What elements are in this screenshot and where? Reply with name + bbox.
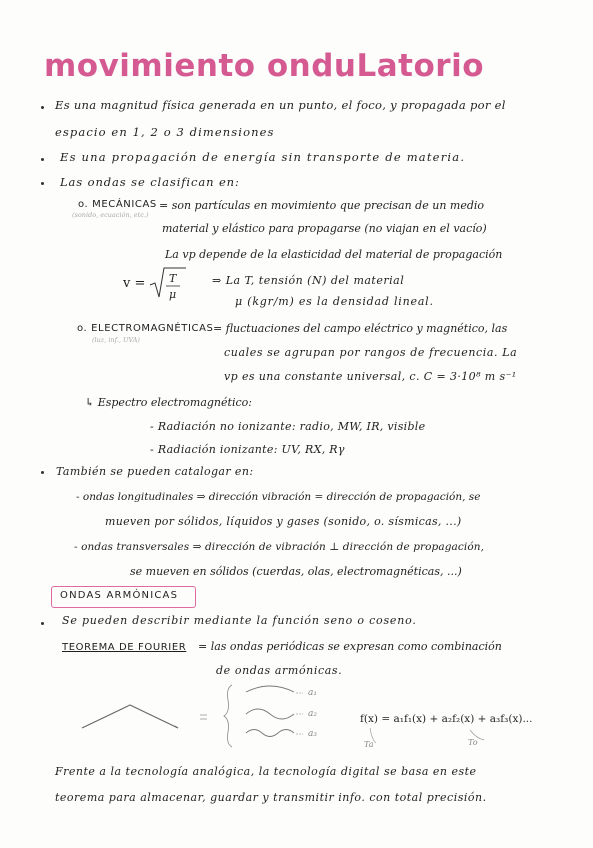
- text-line: mueven por sólidos, líquidos y gases (sonido, o. sísmicas, ...): [105, 515, 462, 528]
- mecanicas-note: (sonido, ecuación, etc.): [72, 211, 149, 219]
- text-line: vp es una constante universal, c. C = 3·10⁸ m s⁻¹: [224, 370, 517, 383]
- text-line: = son partículas en movimiento que precisan de un medio: [159, 199, 485, 212]
- text-line: - Radiación no ionizante: radio, MW, IR, visible: [150, 420, 426, 433]
- harmonic-label-a1: a₁: [308, 688, 317, 698]
- fourier-equation: f(x) = a₁f₁(x) + a₂f₂(x) + a₃f₃(x)...: [360, 713, 533, 725]
- text-line: Es una magnitud física generada en un punto, el foco, y propagada por el: [55, 98, 506, 112]
- text-line: espacio en 1, 2 o 3 dimensiones: [55, 125, 275, 139]
- mecanicas-label: o. MECÁNICAS: [78, 199, 157, 210]
- text-line: Las ondas se clasifican en:: [60, 175, 240, 189]
- text-line: = las ondas periódicas se expresan como combinación: [198, 640, 502, 653]
- formula-numerator: T: [169, 272, 177, 285]
- text-line: Frente a la tecnología analógica, la tecnología digital se basa en este: [55, 765, 477, 778]
- text-line: ↳ Espectro electromagnético:: [85, 396, 252, 409]
- electromagneticas-label: o. ELECTROMAGNÉTICAS: [77, 323, 214, 334]
- electromagneticas-note: (luz, inf., UVA): [92, 336, 140, 344]
- text-line: ⇒ La T, tensión (N) del material: [212, 274, 405, 287]
- text-line: de ondas armónicas.: [216, 664, 343, 677]
- harmonic-label-a2: a₂: [308, 709, 317, 719]
- ondas-armonicas-heading: ONDAS ARMÓNICAS: [60, 590, 179, 601]
- harmonic-label-a3: a₃: [308, 729, 317, 739]
- page-title: movimiento onduLatorio: [44, 48, 484, 84]
- text-line: = fluctuaciones del campo eléctrico y magnético, las: [213, 322, 508, 335]
- text-line: - ondas transversales ⇒ dirección de vibración ⊥ dirección de propagación,: [74, 541, 485, 553]
- equation-note: Ta: [364, 740, 374, 749]
- text-line: La vp depende de la elasticidad del material de propagación: [165, 248, 503, 261]
- text-line: cuales se agrupan por rangos de frecuencia. La: [224, 346, 518, 359]
- formula-denominator: μ: [169, 288, 177, 301]
- text-line: - Radiación ionizante: UV, RX, Rγ: [150, 443, 345, 456]
- text-line: Es una propagación de energía sin transporte de materia.: [60, 150, 466, 164]
- text-line: También se pueden catalogar en:: [56, 465, 254, 478]
- text-line: teorema para almacenar, guardar y transmitir info. con total precisión.: [55, 791, 487, 804]
- text-line: material y elástico para propagarse (no viajan en el vacío): [162, 222, 487, 235]
- text-line: se mueven en sólidos (cuerdas, olas, electromagnéticas, ...): [130, 565, 462, 578]
- text-line: Se pueden describir mediante la función seno o coseno.: [62, 614, 417, 627]
- equation-note: To: [468, 738, 478, 747]
- teorema-heading: TEOREMA DE FOURIER: [62, 642, 187, 653]
- formula-v: v =: [123, 276, 146, 291]
- text-line: - ondas longitudinales ⇒ dirección vibración = dirección de propagación, se: [76, 491, 481, 503]
- text-line: μ (kgr/m) es la densidad lineal.: [235, 295, 434, 308]
